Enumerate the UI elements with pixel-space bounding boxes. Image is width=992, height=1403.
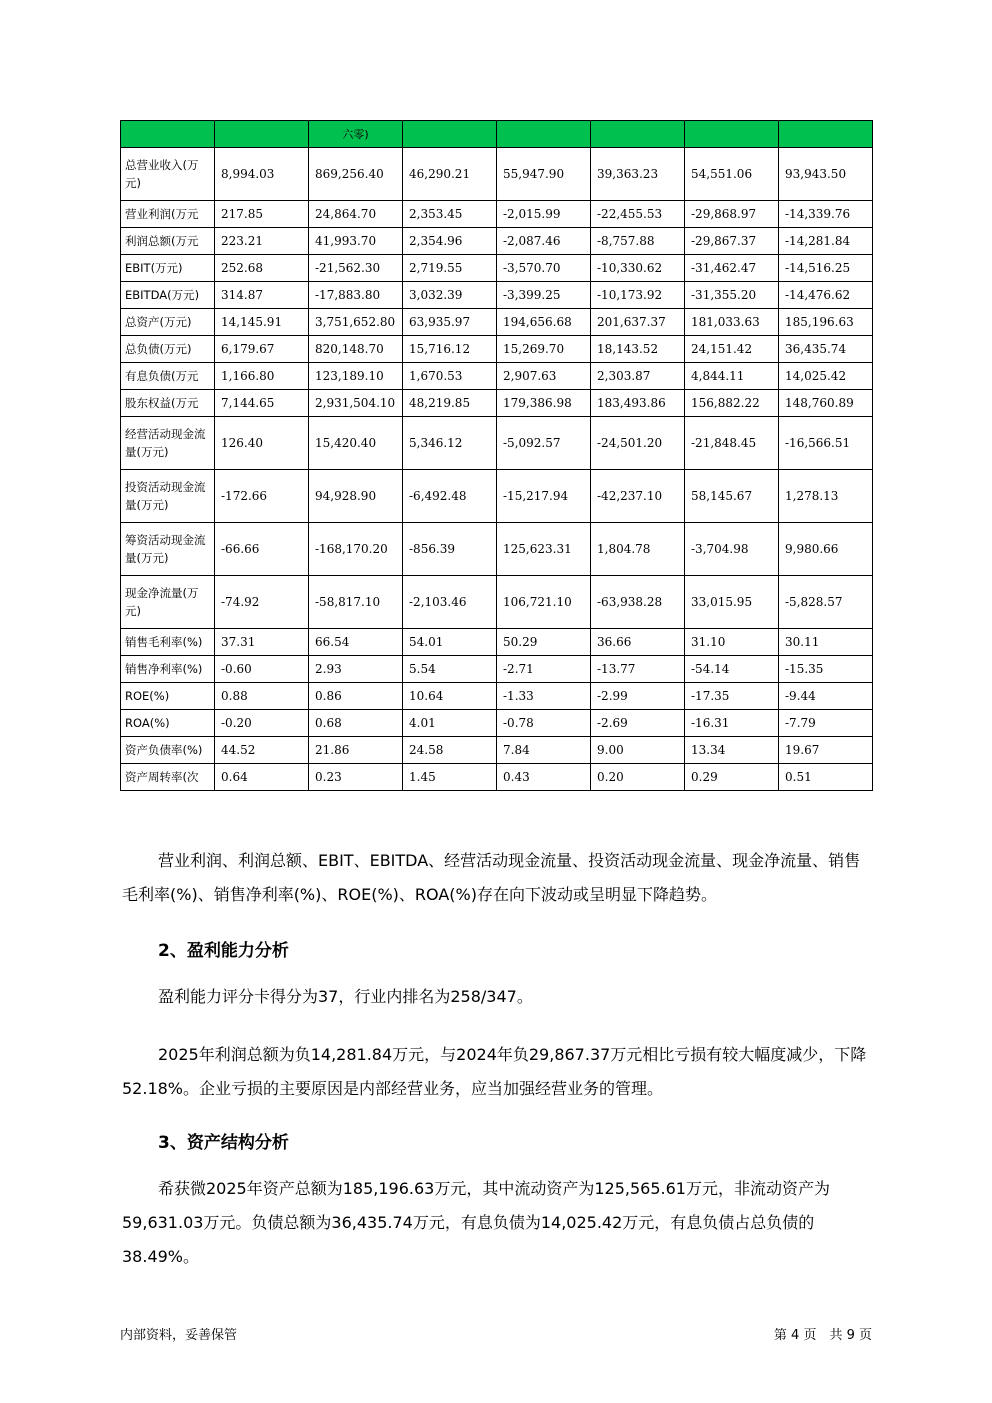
table-cell: 1,670.53	[403, 363, 497, 390]
table-cell: 15,269.70	[497, 336, 591, 363]
table-cell: 94,928.90	[309, 470, 403, 523]
table-cell: 181,033.63	[685, 309, 779, 336]
table-cell: -0.78	[497, 710, 591, 737]
table-cell: -31,355.20	[685, 282, 779, 309]
table-cell: 5.54	[403, 656, 497, 683]
table-cell: 4.01	[403, 710, 497, 737]
table-cell: 18,143.52	[591, 336, 685, 363]
table-cell: -42,237.10	[591, 470, 685, 523]
table-cell: -2,103.46	[403, 576, 497, 629]
table-row	[121, 737, 873, 764]
table-cell: 106,721.10	[497, 576, 591, 629]
table-cell: 24,151.42	[685, 336, 779, 363]
table-cell: -5,828.57	[779, 576, 873, 629]
table-cell: 2.93	[309, 656, 403, 683]
table-cell: 93,943.50	[779, 148, 873, 201]
table-cell: 0.86	[309, 683, 403, 710]
header-cell	[497, 121, 591, 148]
table-row	[121, 710, 873, 737]
table-cell: -3,399.25	[497, 282, 591, 309]
table-cell: 3,032.39	[403, 282, 497, 309]
table-cell: 36.66	[591, 629, 685, 656]
table-cell: -24,501.20	[591, 417, 685, 470]
table-cell: 10.64	[403, 683, 497, 710]
table-cell: -15.35	[779, 656, 873, 683]
table-cell: 2,931,504.10	[309, 390, 403, 417]
table-cell: 185,196.63	[779, 309, 873, 336]
table-cell: -2.69	[591, 710, 685, 737]
table-cell: 148,760.89	[779, 390, 873, 417]
footer-confidential: 内部资料，妥善保管	[120, 1328, 238, 1343]
table-cell: 46,290.21	[403, 148, 497, 201]
table-cell: -17,883.80	[309, 282, 403, 309]
table-cell: 125,623.31	[497, 523, 591, 576]
table-row	[121, 629, 873, 656]
table-cell: 15,716.12	[403, 336, 497, 363]
table-cell: 179,386.98	[497, 390, 591, 417]
profitability-score-paragraph: 盈利能力评分卡得分为37，行业内排名为258/347。	[158, 987, 533, 1006]
table-cell: -74.92	[215, 576, 309, 629]
table-cell: 1.45	[403, 764, 497, 791]
table-cell: 0.88	[215, 683, 309, 710]
table-cell: 2,303.87	[591, 363, 685, 390]
table-cell: 33,015.95	[685, 576, 779, 629]
table-cell: 54.01	[403, 629, 497, 656]
table-cell: 14,025.42	[779, 363, 873, 390]
row-label: 现金净流量(万元)	[121, 576, 215, 629]
table-cell: 2,907.63	[497, 363, 591, 390]
table-cell: 13.34	[685, 737, 779, 764]
table-cell: -2.99	[591, 683, 685, 710]
table-header-row	[121, 121, 873, 148]
table-cell: 9.00	[591, 737, 685, 764]
table-cell: -54.14	[685, 656, 779, 683]
table-cell: 126.40	[215, 417, 309, 470]
table-cell: 36,435.74	[779, 336, 873, 363]
table-cell: 223.21	[215, 228, 309, 255]
table-cell: -3,570.70	[497, 255, 591, 282]
table-cell: -9.44	[779, 683, 873, 710]
table-cell: -3,704.98	[685, 523, 779, 576]
financial-table	[120, 120, 873, 791]
table-cell: 194,656.68	[497, 309, 591, 336]
row-label: 股东权益(万元	[121, 390, 215, 417]
row-label: EBITDA(万元)	[121, 282, 215, 309]
asset-structure-paragraph: 希获微2025年资产总额为185,196.63万元，其中流动资产为125,565.61万元，非流动资产为59,631.03万元。负债总额为36,435.74万元，有息负债为14,025.42万元，有息负债占总负债的38.49%。	[122, 1179, 830, 1266]
table-cell: -2,015.99	[497, 201, 591, 228]
table-cell: 55,947.90	[497, 148, 591, 201]
table-cell: -10,173.92	[591, 282, 685, 309]
table-cell: 14,145.91	[215, 309, 309, 336]
table-row	[121, 656, 873, 683]
row-label: 筹资活动现金流量(万元)	[121, 523, 215, 576]
table-cell: 5,346.12	[403, 417, 497, 470]
table-cell: 54,551.06	[685, 148, 779, 201]
table-cell: -14,516.25	[779, 255, 873, 282]
table-cell: 8,994.03	[215, 148, 309, 201]
table-cell: 0.23	[309, 764, 403, 791]
table-cell: 7,144.65	[215, 390, 309, 417]
table-cell: -14,281.84	[779, 228, 873, 255]
row-label: 总营业收入(万元)	[121, 148, 215, 201]
table-cell: -5,092.57	[497, 417, 591, 470]
table-row	[121, 201, 873, 228]
table-cell: -17.35	[685, 683, 779, 710]
row-label: ROA(%)	[121, 710, 215, 737]
table-cell: -856.39	[403, 523, 497, 576]
row-label: 有息负债(万元	[121, 363, 215, 390]
row-label: 经营活动现金流量(万元)	[121, 417, 215, 470]
table-cell: 869,256.40	[309, 148, 403, 201]
table-cell: 31.10	[685, 629, 779, 656]
table-row	[121, 336, 873, 363]
table-row	[121, 148, 873, 201]
table-cell: -168,170.20	[309, 523, 403, 576]
table-cell: 7.84	[497, 737, 591, 764]
table-cell: 30.11	[779, 629, 873, 656]
row-label: ROE(%)	[121, 683, 215, 710]
table-cell: 6,179.67	[215, 336, 309, 363]
table-cell: 156,882.22	[685, 390, 779, 417]
table-row	[121, 363, 873, 390]
table-cell: -29,867.37	[685, 228, 779, 255]
table-cell: -16.31	[685, 710, 779, 737]
table-cell: 2,719.55	[403, 255, 497, 282]
row-label: 资产周转率(次	[121, 764, 215, 791]
table-cell: -15,217.94	[497, 470, 591, 523]
table-cell: 24,864.70	[309, 201, 403, 228]
table-cell: -29,868.97	[685, 201, 779, 228]
row-label: 投资活动现金流量(万元)	[121, 470, 215, 523]
header-cell	[403, 121, 497, 148]
table-cell: 0.64	[215, 764, 309, 791]
table-cell: 0.51	[779, 764, 873, 791]
table-cell: -66.66	[215, 523, 309, 576]
table-cell: 1,166.80	[215, 363, 309, 390]
table-row	[121, 470, 873, 523]
row-label: 资产负债率(%)	[121, 737, 215, 764]
table-row	[121, 683, 873, 710]
table-cell: -2.71	[497, 656, 591, 683]
table-row	[121, 390, 873, 417]
row-label: 营业利润(万元	[121, 201, 215, 228]
table-cell: 44.52	[215, 737, 309, 764]
table-cell: -22,455.53	[591, 201, 685, 228]
row-label: 销售净利率(%)	[121, 656, 215, 683]
table-cell: 58,145.67	[685, 470, 779, 523]
table-cell: 0.68	[309, 710, 403, 737]
table-cell: 39,363.23	[591, 148, 685, 201]
table-cell: -21,848.45	[685, 417, 779, 470]
table-cell: 2,353.45	[403, 201, 497, 228]
table-cell: -2,087.46	[497, 228, 591, 255]
table-cell: -1.33	[497, 683, 591, 710]
table-cell: -0.60	[215, 656, 309, 683]
table-cell: -63,938.28	[591, 576, 685, 629]
header-cell	[591, 121, 685, 148]
row-label: EBIT(万元)	[121, 255, 215, 282]
profitability-detail-paragraph: 2025年利润总额为负14,281.84万元，与2024年负29,867.37万元相比亏损有较大幅度减少，下降52.18%。企业亏损的主要原因是内部经营业务，应当加强经营业务的管理。	[122, 1045, 867, 1098]
table-cell: -14,476.62	[779, 282, 873, 309]
header-cell: 六零)	[309, 121, 403, 148]
table-cell: 0.29	[685, 764, 779, 791]
table-row	[121, 417, 873, 470]
header-cell	[121, 121, 215, 148]
table-cell: -31,462.47	[685, 255, 779, 282]
table-cell: 21.86	[309, 737, 403, 764]
table-row	[121, 282, 873, 309]
table-cell: 820,148.70	[309, 336, 403, 363]
footer-page-number: 第 4 页 共 9 页	[773, 1328, 872, 1343]
table-cell: -58,817.10	[309, 576, 403, 629]
section-3-heading: 3、资产结构分析	[158, 1133, 289, 1153]
table-cell: 2,354.96	[403, 228, 497, 255]
table-cell: 0.20	[591, 764, 685, 791]
table-cell: 41,993.70	[309, 228, 403, 255]
table-cell: -13.77	[591, 656, 685, 683]
table-cell: 201,637.37	[591, 309, 685, 336]
table-cell: 50.29	[497, 629, 591, 656]
header-cell	[685, 121, 779, 148]
table-cell: 123,189.10	[309, 363, 403, 390]
table-cell: 37.31	[215, 629, 309, 656]
table-cell: 19.67	[779, 737, 873, 764]
table-cell: 48,219.85	[403, 390, 497, 417]
table-cell: -10,330.62	[591, 255, 685, 282]
table-cell: 217.85	[215, 201, 309, 228]
table-cell: -6,492.48	[403, 470, 497, 523]
section-2-heading: 2、盈利能力分析	[158, 941, 289, 961]
table-cell: -8,757.88	[591, 228, 685, 255]
table-cell: -0.20	[215, 710, 309, 737]
table-cell: 3,751,652.80	[309, 309, 403, 336]
table-cell: 9,980.66	[779, 523, 873, 576]
table-cell: 0.43	[497, 764, 591, 791]
table-row	[121, 576, 873, 629]
table-cell: 1,804.78	[591, 523, 685, 576]
table-cell: 4,844.11	[685, 363, 779, 390]
table-cell: 66.54	[309, 629, 403, 656]
table-cell: 1,278.13	[779, 470, 873, 523]
table-row	[121, 764, 873, 791]
trend-paragraph: 营业利润、利润总额、EBIT、EBITDA、经营活动现金流量、投资活动现金流量、现金净流量、销售毛利率(%)、销售净利率(%)、ROE(%)、ROA(%)存在向下波动或呈明显下降趋势。	[122, 851, 861, 904]
table-row	[121, 255, 873, 282]
row-label: 销售毛利率(%)	[121, 629, 215, 656]
table-cell: 63,935.97	[403, 309, 497, 336]
row-label: 总负债(万元)	[121, 336, 215, 363]
table-row	[121, 309, 873, 336]
header-cell	[215, 121, 309, 148]
table-cell: -172.66	[215, 470, 309, 523]
table-cell: 24.58	[403, 737, 497, 764]
table-cell: -16,566.51	[779, 417, 873, 470]
table-cell: -14,339.76	[779, 201, 873, 228]
table-row	[121, 523, 873, 576]
row-label: 利润总额(万元	[121, 228, 215, 255]
table-cell: 15,420.40	[309, 417, 403, 470]
table-cell: 183,493.86	[591, 390, 685, 417]
table-row	[121, 228, 873, 255]
table-cell: 314.87	[215, 282, 309, 309]
table-cell: 252.68	[215, 255, 309, 282]
row-label: 总资产(万元)	[121, 309, 215, 336]
header-cell	[779, 121, 873, 148]
table-cell: -21,562.30	[309, 255, 403, 282]
table-cell: -7.79	[779, 710, 873, 737]
